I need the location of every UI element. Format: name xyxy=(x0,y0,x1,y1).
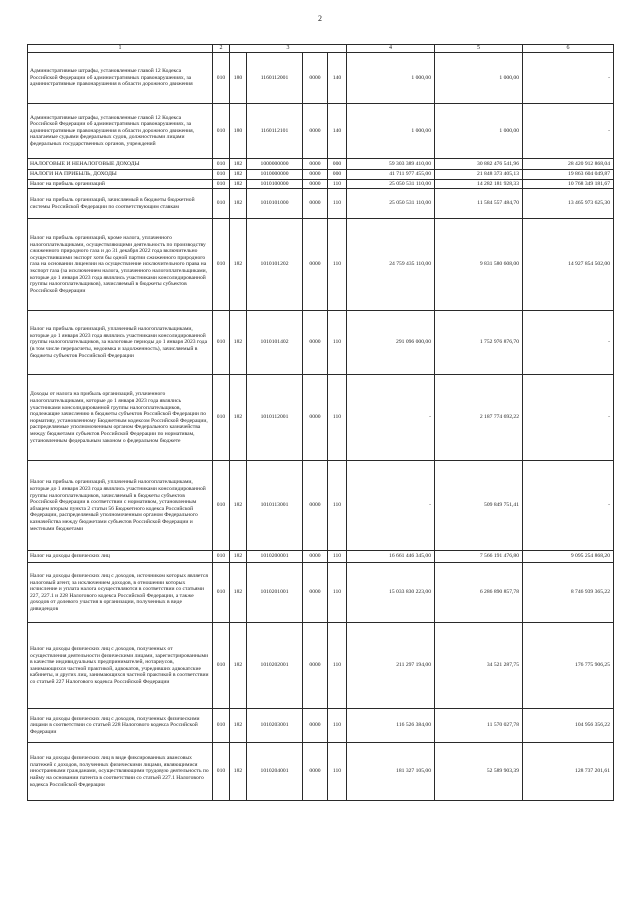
amount-cell: - xyxy=(347,375,435,461)
amount-cell: 176 775 906,25 xyxy=(523,623,614,709)
code-part: 010 xyxy=(213,743,230,801)
code-part: 1010101000 xyxy=(247,189,303,219)
table-row xyxy=(28,563,614,623)
amount-cell: 34 521 287,75 xyxy=(435,623,523,709)
code-part: 110 xyxy=(328,189,347,219)
amount-cell: 1 000,00 xyxy=(347,53,435,104)
amount-cell: 291 096 000,00 xyxy=(347,311,435,375)
amount-cell: 25 050 531 110,00 xyxy=(347,179,435,189)
amount-cell: - xyxy=(523,53,614,104)
table-row xyxy=(28,170,614,180)
row-description: Налог на доходы физических лиц с доходов, полученных физическими лицами в соответствии со статьей 228 Налогового кодекса Российской Федерации xyxy=(28,709,213,743)
amount-cell: 1 752 976 876,70 xyxy=(435,311,523,375)
row-description: Налог на прибыль организаций, уплаченный налогоплательщиками, которые до 1 января 2023 года являлись участниками консолидированной группы налогоплательщиков, зачисляемый в бюджеты субъектов Российской Федерации в соответствии с нормативом, установленным абзацем вторым пункта 2 статьи 56 Бюджетного кодекса Российской Федерации, распределяемый уполномоченным органом Федерального казначейства между бюджетами субъектов Российской Федерации и местными бюджетами xyxy=(28,461,213,551)
code-part: 182 xyxy=(230,179,247,189)
code-part: 110 xyxy=(328,311,347,375)
code-part: 010 xyxy=(213,375,230,461)
amount-cell: 59 303 389 410,00 xyxy=(347,159,435,170)
code-part: 182 xyxy=(230,159,247,170)
header-cell: 1 xyxy=(28,45,213,53)
table-row xyxy=(28,159,614,170)
code-part: 1010112001 xyxy=(247,375,303,461)
amount-cell: 14 927 854 502,00 xyxy=(523,219,614,311)
code-part: 110 xyxy=(328,179,347,189)
amount-cell: 24 759 435 110,00 xyxy=(347,219,435,311)
code-part: 140 xyxy=(328,53,347,104)
amount-cell: 13 465 973 625,30 xyxy=(523,189,614,219)
amount-cell: - xyxy=(523,104,614,159)
header-cell: 3 xyxy=(230,45,347,53)
row-description: Налог на доходы физических лиц с доходов, источником которых является налоговый агент, за исключением доходов, в отношении которых исчисление и уплата налога осуществляются в соответствии со статьями 227, 227.1 и 228 Налогового кодекса Российской Федерации, а также доходов от долевого участия в организации, полученных в виде дивидендов xyxy=(28,563,213,623)
code-part: 182 xyxy=(230,709,247,743)
code-part: 010 xyxy=(213,53,230,104)
table-row xyxy=(28,709,614,743)
table-row xyxy=(28,375,614,461)
row-description: НАЛОГИ НА ПРИБЫЛЬ, ДОХОДЫ xyxy=(28,170,213,180)
code-part: 182 xyxy=(230,219,247,311)
amount-cell: - xyxy=(347,461,435,551)
header-cell: 6 xyxy=(523,45,614,53)
budget-table xyxy=(27,44,614,801)
table-header-row xyxy=(28,45,614,53)
amount-cell: 19 863 604 049,87 xyxy=(523,170,614,180)
amount-cell: 128 737 201,61 xyxy=(523,743,614,801)
code-part: 182 xyxy=(230,311,247,375)
row-description: Налог на прибыль организаций, уплаченный налогоплательщиками, которые до 1 января 2023 года являлись участниками консолидированной группы налогоплательщиков, за налоговые периоды до 1 января 2023 года (в том числе перерасчеты, недоимка и задолженность), зачисляемый в бюджеты субъектов Российской Федерации xyxy=(28,311,213,375)
code-part: 110 xyxy=(328,743,347,801)
amount-cell: 2 187 774 692,22 xyxy=(435,375,523,461)
code-part: 182 xyxy=(230,551,247,563)
amount-cell: 116 526 384,00 xyxy=(347,709,435,743)
code-part: 1000000000 xyxy=(247,159,303,170)
code-part: 0000 xyxy=(303,159,328,170)
table-row xyxy=(28,743,614,801)
code-part: 182 xyxy=(230,623,247,709)
code-part: 110 xyxy=(328,709,347,743)
code-part: 182 xyxy=(230,170,247,180)
amount-cell: 509 849 751,41 xyxy=(435,461,523,551)
table-row xyxy=(28,551,614,563)
table-row xyxy=(28,189,614,219)
code-part: 010 xyxy=(213,170,230,180)
code-part: 110 xyxy=(328,563,347,623)
table-row xyxy=(28,311,614,375)
code-part: 0000 xyxy=(303,551,328,563)
code-part: 010 xyxy=(213,189,230,219)
code-part: 182 xyxy=(230,461,247,551)
amount-cell: 8 746 939 365,22 xyxy=(523,563,614,623)
amount-cell: 10 768 349 181,67 xyxy=(523,179,614,189)
code-part: 010 xyxy=(213,159,230,170)
row-description: Налог на доходы физических лиц с доходов, полученных от осуществления деятельности физическими лицами, зарегистрированными в качестве индивидуальных предпринимателей, нотариусов, занимающихся частной практикой, адвокатов, учредивших адвокатские кабинеты, и других лиц, занимающихся частной практикой в соответствии со статьей 227 Налогового кодекса Российской Федерации xyxy=(28,623,213,709)
code-part: 110 xyxy=(328,461,347,551)
row-description: Налог на прибыль организаций xyxy=(28,179,213,189)
code-part: 010 xyxy=(213,623,230,709)
amount-cell: 9 095 254 868,20 xyxy=(523,551,614,563)
code-part: 182 xyxy=(230,189,247,219)
amount-cell: 15 033 830 223,00 xyxy=(347,563,435,623)
header-cell: 5 xyxy=(435,45,523,53)
code-part: 1010200001 xyxy=(247,551,303,563)
code-part: 180 xyxy=(230,53,247,104)
code-part: 0000 xyxy=(303,179,328,189)
code-part: 010 xyxy=(213,179,230,189)
code-part: 000 xyxy=(328,170,347,180)
table-row xyxy=(28,53,614,104)
code-part: 110 xyxy=(328,623,347,709)
code-part: 0000 xyxy=(303,53,328,104)
code-part: 010 xyxy=(213,104,230,159)
code-part: 0000 xyxy=(303,709,328,743)
code-part: 010 xyxy=(213,311,230,375)
amount-cell: 11 584 557 484,70 xyxy=(435,189,523,219)
table-row xyxy=(28,623,614,709)
amount-cell: 211 297 194,00 xyxy=(347,623,435,709)
amount-cell: - xyxy=(523,461,614,551)
amount-cell: 25 050 531 110,00 xyxy=(347,189,435,219)
code-part: 0000 xyxy=(303,743,328,801)
row-description: Налог на доходы физических лиц xyxy=(28,551,213,563)
code-part: 182 xyxy=(230,743,247,801)
table-row xyxy=(28,179,614,189)
code-part: 0000 xyxy=(303,189,328,219)
amount-cell: - xyxy=(523,311,614,375)
amount-cell: 14 282 181 928,33 xyxy=(435,179,523,189)
code-part: 110 xyxy=(328,375,347,461)
code-part: 1010100000 xyxy=(247,179,303,189)
code-part: 010 xyxy=(213,709,230,743)
header-cell: 2 xyxy=(213,45,230,53)
code-part: 1010113001 xyxy=(247,461,303,551)
amount-cell: 1 000,00 xyxy=(347,104,435,159)
code-part: 180 xyxy=(230,104,247,159)
code-part: 110 xyxy=(328,551,347,563)
code-part: 0000 xyxy=(303,623,328,709)
row-description: Административные штрафы, установленные главой 12 Кодекса Российской Федерации об административных правонарушениях, за административные правонарушения в области дорожного движения, налагаемые судьями федеральных судов, должностными лицами федеральных государственных органов, учреждений xyxy=(28,104,213,159)
code-part: 110 xyxy=(328,219,347,311)
code-part: 140 xyxy=(328,104,347,159)
code-part: 182 xyxy=(230,563,247,623)
code-part: 0000 xyxy=(303,461,328,551)
page-number: 2 xyxy=(318,14,322,23)
amount-cell: 1 000,00 xyxy=(435,104,523,159)
amount-cell: - xyxy=(523,375,614,461)
amount-cell: 9 831 580 608,00 xyxy=(435,219,523,311)
code-part: 1010101202 xyxy=(247,219,303,311)
table-row xyxy=(28,104,614,159)
code-part: 010 xyxy=(213,461,230,551)
code-part: 000 xyxy=(328,159,347,170)
amount-cell: 181 327 105,00 xyxy=(347,743,435,801)
row-description: Доходы от налога на прибыль организаций, уплаченного налогоплательщиками, которые до 1 января 2023 года являлись участниками консолидированной группы налогоплательщиков, подлежащие зачислению в бюджеты субъектов Российской Федерации по нормативу, установленному Бюджетным кодексом Российской Федерации, распределяемые уполномоченным органом Федерального казначейства между бюджетами субъектов Российской Федерации по нормативам, установленным федеральным законом о федеральном бюджете xyxy=(28,375,213,461)
row-description: Административные штрафы, установленные главой 12 Кодекса Российской Федерации об административных правонарушениях, за административные правонарушения в области дорожного движения xyxy=(28,53,213,104)
amount-cell: 30 882 476 541,96 xyxy=(435,159,523,170)
amount-cell: 104 956 356,22 xyxy=(523,709,614,743)
amount-cell: 16 661 446 345,00 xyxy=(347,551,435,563)
code-part: 1160112101 xyxy=(247,104,303,159)
code-part: 1010101402 xyxy=(247,311,303,375)
amount-cell: 41 711 977 455,00 xyxy=(347,170,435,180)
amount-cell: 1 000,00 xyxy=(435,53,523,104)
code-part: 0000 xyxy=(303,219,328,311)
code-part: 0000 xyxy=(303,563,328,623)
code-part: 0000 xyxy=(303,311,328,375)
code-part: 0000 xyxy=(303,104,328,159)
code-part: 010 xyxy=(213,563,230,623)
code-part: 0000 xyxy=(303,375,328,461)
amount-cell: 21 848 373 405,13 xyxy=(435,170,523,180)
code-part: 182 xyxy=(230,375,247,461)
code-part: 1010000000 xyxy=(247,170,303,180)
table-row xyxy=(28,461,614,551)
row-description: НАЛОГОВЫЕ И НЕНАЛОГОВЫЕ ДОХОДЫ xyxy=(28,159,213,170)
row-description: Налог на доходы физических лиц в виде фиксированных авансовых платежей с доходов, полученных физическими лицами, являющимися иностранными гражданами, осуществляющими трудовую деятельность по найму на основании патента в соответствии со статьей 227.1 Налогового кодекса Российской Федерации xyxy=(28,743,213,801)
amount-cell: 7 566 191 476,80 xyxy=(435,551,523,563)
row-description: Налог на прибыль организаций, кроме налога, уплаченного налогоплательщиками, осуществляющими деятельность по производству сжиженного природного газа и до 31 декабря 2022 года включительно осуществившими экспорт хотя бы одной партии сжиженного природного газа на основании лицензии на осуществление исключительного права на экспорт газа (за исключением налога, уплаченного налогоплательщиками, которые до 1 января 2023 года являлись участниками консолидированной группы налогоплательщиков), зачисляемый в бюджеты субъектов Российской Федерации xyxy=(28,219,213,311)
code-part: 1010202001 xyxy=(247,623,303,709)
code-part: 0000 xyxy=(303,170,328,180)
code-part: 1160112001 xyxy=(247,53,303,104)
code-part: 1010203001 xyxy=(247,709,303,743)
code-part: 1010204001 xyxy=(247,743,303,801)
table-row xyxy=(28,219,614,311)
amount-cell: 28 420 912 868,04 xyxy=(523,159,614,170)
amount-cell: 11 570 027,78 xyxy=(435,709,523,743)
amount-cell: 52 589 903,39 xyxy=(435,743,523,801)
amount-cell: 6 286 890 857,78 xyxy=(435,563,523,623)
header-cell: 4 xyxy=(347,45,435,53)
row-description: Налог на прибыль организаций, зачисляемый в бюджеты бюджетной системы Российской Федерации по соответствующим ставкам xyxy=(28,189,213,219)
code-part: 010 xyxy=(213,219,230,311)
code-part: 1010201001 xyxy=(247,563,303,623)
code-part: 010 xyxy=(213,551,230,563)
